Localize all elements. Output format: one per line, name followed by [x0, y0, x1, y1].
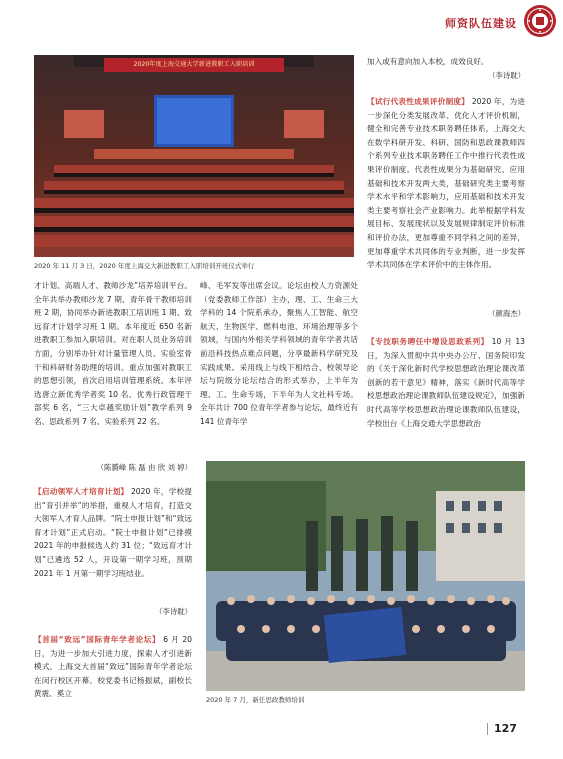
ideology-teacher-group-photo	[206, 461, 525, 691]
section-title: 师资队伍建设	[445, 17, 517, 30]
ideology-series-heading: 【专技职务聘任中增设思政系列】	[367, 337, 489, 346]
forum-paragraph: 【首届“致远”国际青年学者论坛】 6 月 20 日，为进一步加大引进力度，探索人才引进新模式，上海交大首届“致远”国际青年学者论坛在闵行校区开幕。校党委书记杨振斌，副校长黄震、奚立	[34, 635, 192, 699]
continued-paragraph: 加入或有意向加入本校，成效良好。	[367, 57, 489, 66]
author-signature: （颜海杰）	[488, 309, 525, 318]
leader-talent-heading: 【启动领军人才培育计划】	[34, 487, 129, 496]
author-signature: （陈贇峰 陈 磊 由 欣 刘 婷）	[96, 463, 192, 472]
page-number: 127	[494, 722, 517, 735]
photo-banner-text: 2020年度上海交通大学新进教职工入职培训	[133, 61, 255, 68]
author-signature: （李诗耽）	[155, 607, 192, 616]
training-ceremony-photo	[34, 55, 354, 257]
forum-continued-paragraph: 峰、毛军发等出席会议。论坛由校人力资源处（党委教师工作部）主办，理、工、生命三大学科的 14 个院系承办，聚焦人工智能、航空航天、生物医学、燃料电池、环境治理等多个领域，与国内外相关学科领域的青年学者共话前沿科技热点难点问题，分享最新科学研究及实践成果。采用线上与线下相结合、校领导论坛与院级分论坛结合的形式举办，上半年为理、工、生命专场，下半年为人文社科专场。全年共计 700 位青年学者参与论坛，最终近有 141 位青年学	[200, 281, 358, 426]
university-seal-icon	[523, 4, 557, 38]
photo1-caption: 2020 年 11 月 3 日，2020 年度上海交大新进教职工入职培训开班仪式举行	[34, 262, 255, 270]
page-number-divider	[487, 723, 488, 735]
ideology-series-paragraph: 【专技职务聘任中增设思政系列】 10 月 13 日，为深入贯彻中共中央办公厅、国务院印发的《关于深化新时代学校思想政治理论课改革创新的若干意见》精神，落实《新时代高等学校思想政治理论课教师队伍建设规定》，加强新时代高等学校思想政治理论课教师队伍建设，学校出台《上海交通大学思想政治	[367, 337, 525, 428]
eval-reform-paragraph: 【试行代表性成果评价制度】 2020 年，为进一步深化分类发展改革、优化人才评价机制，健全和完善专业技术职务聘任体系，上海交大在数学科研开发、科研、国防和思政课教师四个系列专业技术职务聘任工作中推行代表性成果评价制度。代表性成果分为基础研究、应用基础和技术开发两大类，基础研究类主要考察学术水平和学术影响力，应用基础和技术开发类主要考察社会产业影响力。此举根据学科发展目标、发展现状以及发展规律制定评价标准和评价办法，更加尊重不同学科之间的差异，更加尊重学术共同体的专业判断，进一步发挥学术共同体在学术评价中的主体作用。	[367, 97, 526, 270]
eval-reform-heading: 【试行代表性成果评价制度】	[367, 97, 470, 106]
left-body-paragraph: 才计划、高端人才、教师沙龙”培养培训平台。全年共举办教师沙龙 7 期、青年骨干教师培训班 2 期，协同举办新进教职工培训班 1 期、致远育才计划学习班 1 期。本年度近 650 名新进教职工参加入职培训。对在职人员业务培训方面，分别举办针对计量管理人员、实验室骨干和科研财务助理的培训。重点加强对教职工的思想引领，首次启用培训管理系统。本年评选唐立新优秀学者奖 10 名、优秀行政管理干部奖 6 名，“三大卓越奖励计划”教学系列 9 名、思政系列 7 名、实验系列 22 名。	[34, 281, 192, 426]
leader-talent-paragraph: 【启动领军人才培育计划】 2020 年，学校提出“育引并举”的举措，重视人才培育，打造交大领军人才育人品牌。“院士申报计划”和“致远育才计划”正式启动。“院士申报计划”已排摸 2021 年的申报候选人约 31 位；“致远育才计划”已遴选 52 人，开设第一期学习班，预期 2021 年 1 月第一期学习班结业。	[34, 487, 193, 578]
forum-heading: 【首届“致远”国际青年学者论坛】	[34, 635, 161, 644]
author-signature: （李诗耽）	[488, 71, 525, 80]
photo2-caption: 2020 年 7 月，新任思政教师培训	[206, 696, 305, 704]
